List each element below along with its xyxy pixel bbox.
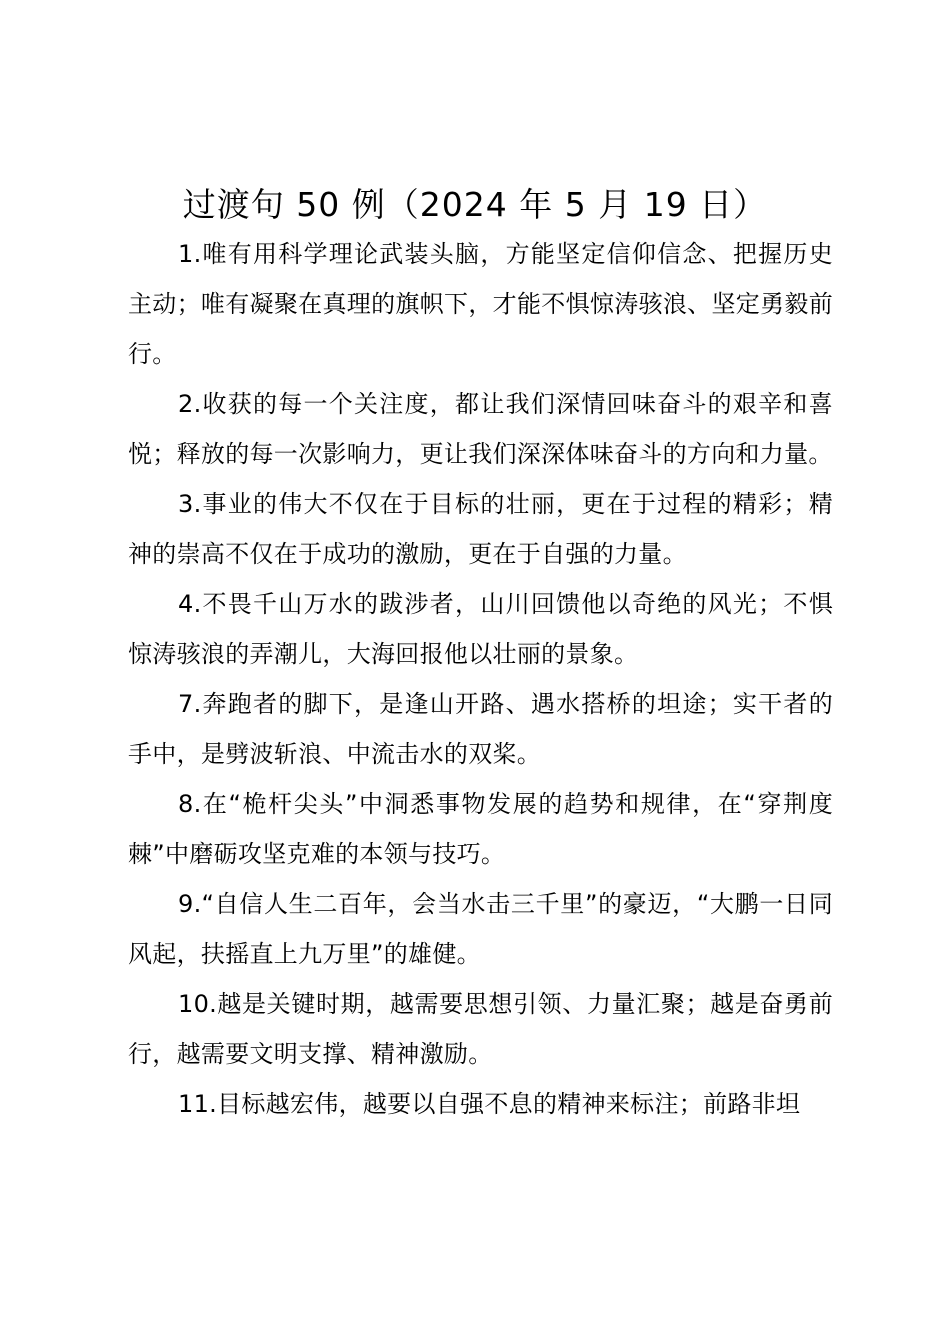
document-body (128, 229, 833, 1129)
paragraph-4: 4.不畏千山万水的跋涉者，山川回馈他以奇绝的风光；不惧惊涛骇浪的弄潮儿，大海回报他以壮丽的景象。 (128, 590, 833, 668)
document-title: 过渡句 50 例（2024 年 5 月 19 日） (182, 185, 768, 224)
paragraph-8: 8.在“桅杆尖头”中洞悉事物发展的趋势和规律，在“穿荆度棘”中磨砺攻坚克难的本领与技巧。 (128, 790, 833, 868)
paragraph-10: 10.越是关键时期，越需要思想引领、力量汇聚；越是奋勇前行，越需要文明支撑、精神激励。 (128, 990, 833, 1068)
paragraph-7: 7.奔跑者的脚下，是逢山开路、遇水搭桥的坦途；实干者的手中，是劈波斩浪、中流击水的双桨。 (128, 690, 833, 768)
paragraph-1: 1.唯有用科学理论武装头脑，方能坚定信仰信念、把握历史主动；唯有凝聚在真理的旗帜下，才能不惧惊涛骇浪、坚定勇毅前行。 (128, 240, 833, 368)
paragraph-2: 2.收获的每一个关注度，都让我们深情回味奋斗的艰辛和喜悦；释放的每一次影响力，更让我们深深体味奋斗的方向和力量。 (128, 390, 833, 468)
paragraph-3: 3.事业的伟大不仅在于目标的壮丽，更在于过程的精彩；精神的崇高不仅在于成功的激励，更在于自强的力量。 (128, 490, 833, 568)
paragraph-9: 9.“自信人生二百年，会当水击三千里”的豪迈，“大鹏一日同风起，扶摇直上九万里”的雄健。 (128, 890, 833, 968)
paragraph-11: 11.目标越宏伟，越要以自强不息的精神来标注；前路非坦 (178, 1090, 801, 1118)
